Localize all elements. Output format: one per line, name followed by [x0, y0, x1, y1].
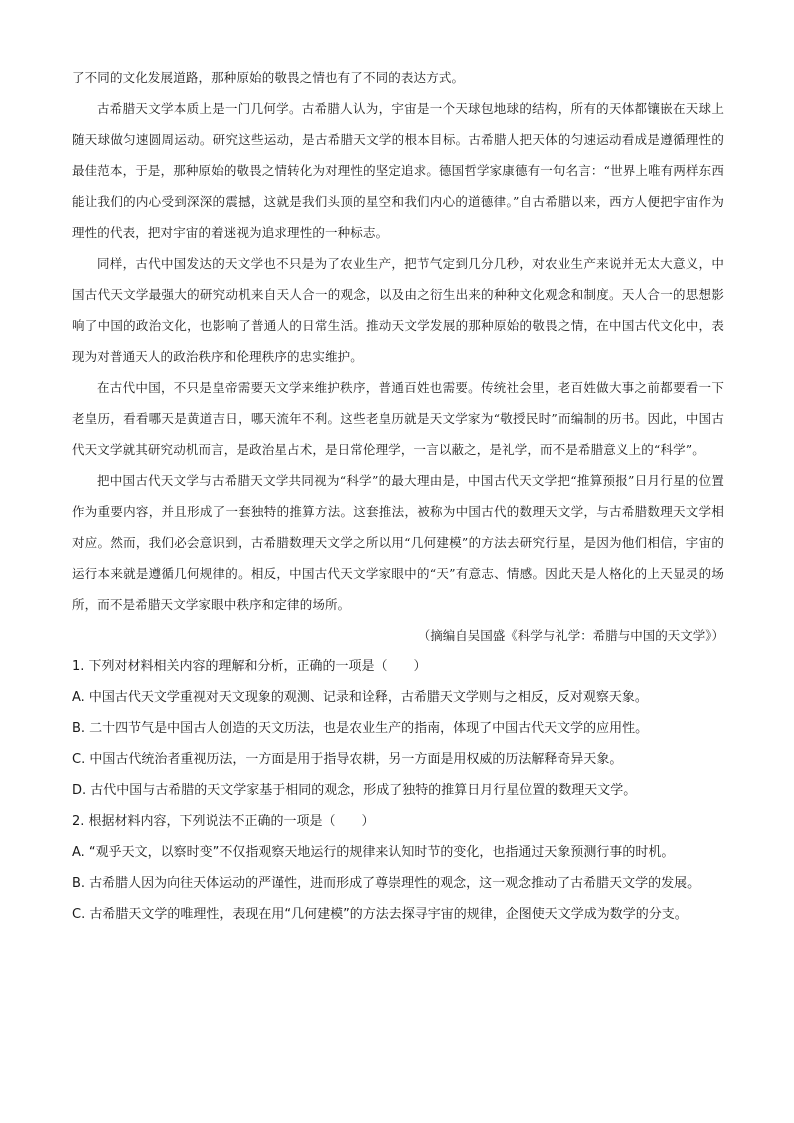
passage-paragraph: 了不同的文化发展道路，那种原始的敬畏之情也有了不同的表达方式。 — [72, 70, 465, 85]
exam-page — [72, 62, 724, 930]
answer-option: A. 中国古代天文学重视对天文现象的观测、记录和诠释，古希腊天文学则与之相反，反对观察天象。 — [72, 690, 648, 705]
question-list — [72, 651, 724, 930]
passage-source: （摘编自吴国盛《科学与礼学：希腊与中国的天文学》） — [417, 628, 724, 643]
passage-paragraph: 在古代中国，不只是皇帝需要天文学来维护秩序，普通百姓也需要。传统社会里，老百姓做大事之前都要看一下老皇历，看看哪天是黄道吉日，哪天流年不利。这些老皇历就是天文学家为“敬授民时”而编制的历书。因此，中国古代天文学就其研究动机而言，是政治星占术，是日常伦理学，一言以蔽之，是礼学，而不是希腊意义上的“科学”。 — [72, 380, 724, 457]
passage-paragraph: 把中国古代天文学与古希腊天文学共同视为“科学”的最大理由是，中国古代天文学把“推算预报”日月行星的位置作为重要内容，并且形成了一套独特的推算方法。这套推法，被称为中国古代的数理天文学，与古希腊数理天文学相对应。然而，我们必会意识到，古希腊数理天文学之所以用“几何建模”的方法去研究行星，是因为他们相信，宇宙的运行本来就是遵循几何规律的。相反，中国古代天文学家眼中的“天”有意志、情感。因此天是人格化的上天显灵的场所，而不是希腊天文学家眼中秩序和定律的场所。 — [72, 473, 724, 612]
answer-option: A. “观乎天文，以察时变”不仅指观察天地运行的规律来认知时节的变化，也指通过天象预测行事的时机。 — [72, 845, 675, 860]
answer-option: B. 古希腊人因为向往天体运动的严谨性，进而形成了尊崇理性的观念，这一观念推动了古希腊天文学的发展。 — [72, 876, 701, 891]
question-stem: 2. 根据材料内容，下列说法不正确的一项是（ ） — [72, 814, 375, 829]
question-stem: 1. 下列对材料相关内容的理解和分析，正确的一项是（ ） — [72, 659, 427, 674]
answer-option: B. 二十四节气是中国古人创造的天文历法，也是农业生产的指南，体现了中国古代天文学的应用性。 — [72, 721, 649, 736]
answer-option: C. 古希腊天文学的唯理性，表现在用“几何建模”的方法去探寻宇宙的规律，企图使天文学成为数学的分支。 — [72, 907, 688, 922]
passage-paragraph: 同样，古代中国发达的天文学也不只是为了农业生产，把节气定到几分几秒，对农业生产来说并无太大意义，中国古代天文学最强大的研究动机来自天人合一的观念，以及由之衍生出来的种种文化观念和制度。天人合一的思想影响了中国的政治文化，也影响了普通人的日常生活。推动天文学发展的那种原始的敬畏之情，在中国古代文化中，表现为对普通天人的政治秩序和伦理秩序的忠实维护。 — [72, 256, 724, 364]
answer-option: D. 古代中国与古希腊的天文学家基于相同的观念，形成了独特的推算日月行星位置的数理天文学。 — [72, 783, 637, 798]
answer-option: C. 中国古代统治者重视历法，一方面是用于指导农耕，另一方面是用权威的历法解释奇异天象。 — [72, 752, 623, 767]
passage-paragraph: 古希腊天文学本质上是一门几何学。古希腊人认为，宇宙是一个天球包地球的结构，所有的天体都镶嵌在天球上随天球做匀速圆周运动。研究这些运动，是古希腊天文学的根本目标。古希腊人把天体的匀速运动看成是遵循理性的最佳范本，于是，那种原始的敬畏之情转化为对理性的坚定追求。德国哲学家康德有一句名言：“世界上唯有两样东西能让我们的内心受到深深的震撼，这就是我们头顶的星空和我们内心的道德律。”自古希腊以来，西方人便把宇宙作为理性的代表，把对宇宙的着迷视为追求理性的一种标志。 — [72, 101, 724, 240]
reading-passage — [72, 62, 724, 620]
